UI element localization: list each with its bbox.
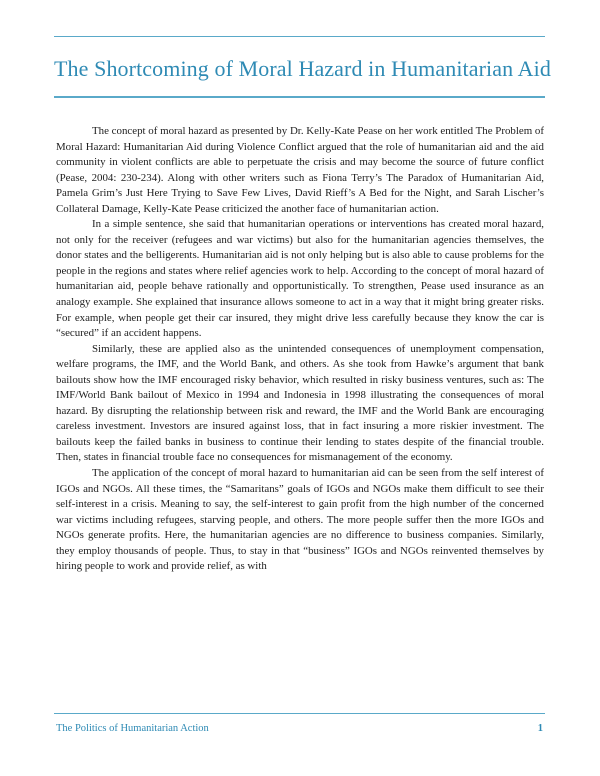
title-bottom-rule bbox=[54, 96, 545, 98]
page-number: 1 bbox=[537, 723, 543, 734]
title-top-rule bbox=[54, 36, 545, 37]
footer-running-title: The Politics of Humanitarian Action bbox=[56, 723, 209, 734]
paragraph-2: In a simple sentence, she said that humanitarian operations or interventions has created moral hazard, not only for the receiver (refugees and war victims) but also for the humanitarian agencies themselves, the donor states and the belligerents. Humanitarian aid is not only helping but is also able to cause problems for the people in the regions and states where relief agencies work to help. According to the concept of moral hazard of humanitarian aid, people behave rationally and opportunistically. To strengthen, Pease used insurance as an analogy example. She explained that insurance allows someone to act in a way that it might bring greater risks. For example, when people get their car insured, they might drive less carefully because they know the car is “secured” if an accident happens. bbox=[56, 218, 544, 340]
paragraph-1: The concept of moral hazard as presented by Dr. Kelly-Kate Pease on her work entitled The Problem of Moral Hazard: Humanitarian Aid during Violence Conflict argued that the role of humanitarian aid and the aid community in violent conflicts are able to perpetuate the crisis and may become the source of future conflict (Pease, 2004: 230-234). Along with other writers such as Fiona Terry’s The Paradox of Humanitarian Aid, Pamela Grim’s Just Here Trying to Save Few Lives, David Rieff’s A Bed for the Night, and Sarah Lischer’s Collateral Damage, Kelly-Kate Pease criticized the another face of humanitarian action. bbox=[56, 125, 544, 215]
footer-rule bbox=[54, 713, 545, 714]
paragraph-3: Similarly, these are applied also as the unintended consequences of unemployment compensation, welfare programs, the IMF, and the World Bank, and others. As she took from Hawke’s argument that bank bailouts show how the IMF encouraged risky behavior, which resulted in risky business ventures, such as: The IMF/World Bank bailout of Mexico in 1994 and Indonesia in 1998 illustrating the consequences of moral hazard. By disrupting the relationship between risk and reward, the IMF and the World Bank are encouraging careless investment. Investors are insured against loss, that in fact insuring a more riskier investment. The bailouts keep the failed banks in business to continue their lending to states despite of the financial trouble. Then, states in financial trouble face no consequences for mismanagement of the economy. bbox=[56, 342, 544, 464]
paragraph-4: The application of the concept of moral hazard to humanitarian aid can be seen from the self interest of IGOs and NGOs. All these times, the “Samaritans” goals of IGOs and NGOs make them difficult to see their self-interest in a crisis. Meaning to say, the self-interest to gain profit from the high number of the concerned war victims including refugees, starving people, and others. The more people suffer then the more IGOs and NGOs generate profits. Here, the humanitarian agencies are no difference to business companies. Similarly, they employ thousands of people. Thus, to stay in that “business” IGOs and NGOs reinvented themselves by hiring people to work and provide relief, as with bbox=[56, 467, 544, 573]
page-title: The Shortcoming of Moral Hazard in Humanitarian Aid bbox=[54, 56, 551, 81]
body-text bbox=[56, 124, 544, 575]
